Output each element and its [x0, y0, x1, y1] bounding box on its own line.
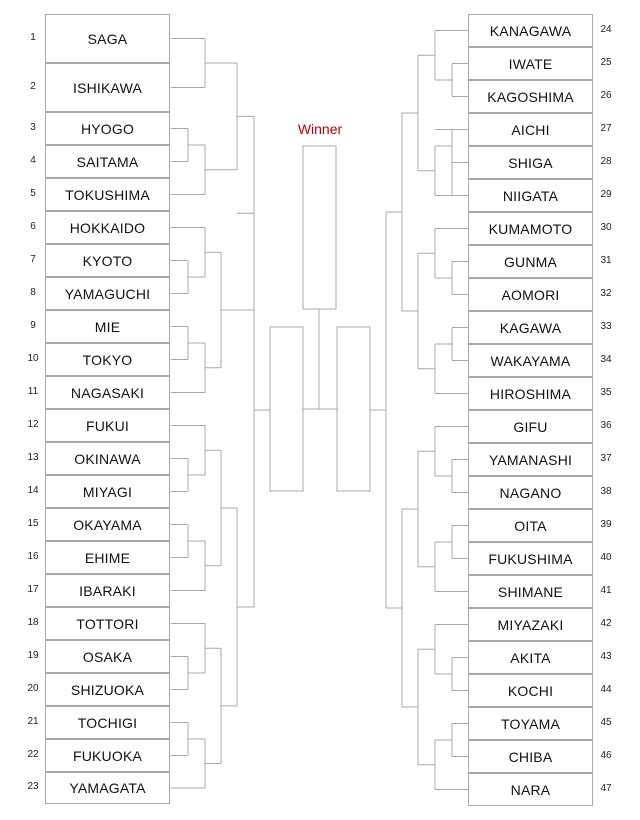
team-name: GIFU [513, 418, 548, 435]
left-team-box [45, 376, 170, 409]
team-name: GUNMA [503, 253, 558, 270]
team-name: AICHI [511, 121, 550, 138]
seed-number: 28 [600, 155, 612, 167]
seed-number: 47 [600, 782, 612, 794]
right-team-box [468, 179, 593, 212]
seed-number: 18 [27, 616, 39, 628]
right-team-box [468, 344, 593, 377]
team-name: YAMANASHI [488, 451, 573, 468]
left-team-box [45, 277, 170, 310]
seed-number: 9 [30, 319, 36, 331]
team-name: NARA [510, 781, 551, 798]
right-team-box [468, 707, 593, 740]
left-team-box [45, 772, 170, 804]
team-name: CHIBA [508, 748, 553, 765]
team-name: AKITA [510, 649, 551, 666]
team-name: TOKYO [82, 351, 133, 368]
left-team-box [45, 63, 170, 112]
right-team-box [468, 113, 593, 146]
team-name: TOTTORI [76, 615, 139, 632]
seed-number: 23 [27, 781, 39, 792]
team-name: TOCHIGI [77, 714, 138, 731]
left-team-box [45, 14, 170, 63]
left-team-box [45, 640, 170, 673]
left-team-box [45, 541, 170, 574]
right-team-box [468, 542, 593, 575]
left-team-box [45, 607, 170, 640]
seed-number: 39 [600, 518, 612, 530]
team-name: HYOGO [80, 120, 135, 137]
team-name: IWATE [508, 55, 553, 72]
left-team-box [45, 211, 170, 244]
team-name: FUKUSHIMA [488, 550, 573, 567]
team-name: OKAYAMA [73, 516, 142, 533]
left-team-box [45, 475, 170, 508]
team-name: OITA [514, 517, 547, 534]
seed-number: 6 [30, 220, 36, 232]
seed-number: 33 [600, 320, 612, 332]
seed-number: 43 [600, 650, 612, 662]
seed-number: 17 [27, 583, 39, 595]
seed-number: 5 [30, 187, 36, 199]
right-team-box [468, 311, 593, 344]
right-team-box [468, 47, 593, 80]
team-name: IBARAKI [79, 582, 136, 599]
team-name: HOKKAIDO [69, 219, 146, 236]
seed-number: 40 [600, 551, 612, 563]
left-team-box [45, 673, 170, 706]
team-name: KOCHI [507, 682, 554, 699]
seed-number: 19 [27, 649, 39, 661]
seed-number: 32 [600, 287, 612, 299]
right-team-box [468, 443, 593, 476]
seed-number: 21 [27, 715, 39, 727]
team-name: YAMAGATA [69, 780, 146, 796]
seed-number: 31 [600, 254, 612, 266]
left-team-box [45, 343, 170, 376]
seed-number: 42 [600, 617, 612, 629]
right-team-box [468, 410, 593, 443]
seed-number: 15 [27, 517, 39, 529]
team-name: KAGAWA [499, 319, 562, 336]
team-name: YAMAGUCHI [64, 285, 151, 302]
seed-number: 34 [600, 353, 612, 365]
seed-number: 37 [600, 452, 612, 464]
right-team-box [468, 278, 593, 311]
right-team-box [468, 80, 593, 113]
right-team-box [468, 773, 593, 806]
right-team-box [468, 377, 593, 410]
left-team-box [45, 409, 170, 442]
seed-number: 22 [27, 748, 39, 760]
seed-number: 35 [600, 386, 612, 398]
left-team-box [45, 508, 170, 541]
seed-number: 4 [30, 154, 36, 166]
right-team-box [468, 740, 593, 773]
team-name: KYOTO [82, 252, 133, 269]
seed-number: 3 [30, 121, 36, 133]
left-team-box [45, 244, 170, 277]
team-name: WAKAYAMA [490, 352, 571, 369]
team-name: AOMORI [501, 286, 560, 303]
right-team-box [468, 608, 593, 641]
team-name: SHIMANE [497, 583, 564, 600]
team-name: SAGA [87, 30, 128, 47]
seed-number: 45 [600, 716, 612, 728]
seed-number: 1 [30, 31, 36, 43]
seed-number: 44 [600, 683, 612, 695]
team-name: TOYAMA [500, 715, 561, 732]
seed-number: 8 [30, 286, 36, 298]
seed-number: 30 [600, 221, 612, 233]
team-name: NIIGATA [502, 187, 559, 204]
team-name: NAGASAKI [70, 384, 145, 401]
seed-number: 20 [27, 682, 39, 694]
winner-label: Winner [297, 121, 343, 137]
right-team-box [468, 509, 593, 542]
left-team-box [45, 145, 170, 178]
left-team-box [45, 574, 170, 607]
seed-number: 14 [27, 484, 39, 496]
left-team-box [45, 739, 170, 772]
seed-number: 27 [600, 122, 612, 134]
seed-number: 46 [600, 749, 612, 761]
left-team-box [45, 706, 170, 739]
left-team-box [45, 178, 170, 211]
seed-number: 36 [600, 419, 612, 431]
seed-number: 41 [600, 584, 612, 596]
team-name: HIROSHIMA [489, 385, 572, 402]
team-name: KUMAMOTO [488, 220, 573, 237]
team-name: KAGOSHIMA [487, 88, 574, 105]
team-name: ISHIKAWA [72, 79, 143, 96]
team-name: OSAKA [82, 648, 133, 665]
seed-number: 38 [600, 485, 612, 497]
seed-number: 24 [600, 23, 612, 35]
team-name: SHIGA [508, 154, 553, 171]
team-name: KANAGAWA [489, 22, 572, 39]
team-name: SHIZUOKA [70, 681, 145, 698]
seed-number: 10 [27, 352, 39, 364]
team-name: SAITAMA [76, 153, 139, 170]
seed-number: 7 [30, 253, 36, 265]
team-name: NAGANO [499, 484, 562, 501]
team-name: OKINAWA [74, 450, 141, 467]
team-name: MIE [94, 318, 121, 335]
right-team-box [468, 476, 593, 509]
seed-number: 11 [27, 385, 39, 397]
seed-number: 26 [600, 89, 612, 101]
left-team-box [45, 112, 170, 145]
right-team-box [468, 14, 593, 47]
team-name: TOKUSHIMA [65, 186, 150, 203]
seed-number: 2 [30, 80, 36, 92]
right-team-box [468, 146, 593, 179]
seed-number: 25 [600, 56, 612, 68]
seed-number: 13 [27, 451, 39, 463]
seed-number: 29 [600, 188, 612, 200]
team-name: MIYAZAKI [497, 616, 564, 633]
right-team-box [468, 674, 593, 707]
team-name: FUKUI [86, 417, 129, 434]
seed-number: 16 [27, 550, 39, 562]
team-name: MIYAGI [82, 483, 133, 500]
team-name: FUKUOKA [72, 747, 143, 764]
left-team-box [45, 310, 170, 343]
right-team-box [468, 212, 593, 245]
seed-number: 12 [27, 418, 39, 430]
right-team-box [468, 641, 593, 674]
left-team-box [45, 442, 170, 475]
team-name: EHIME [84, 549, 131, 566]
right-team-box [468, 245, 593, 278]
right-team-box [468, 575, 593, 608]
